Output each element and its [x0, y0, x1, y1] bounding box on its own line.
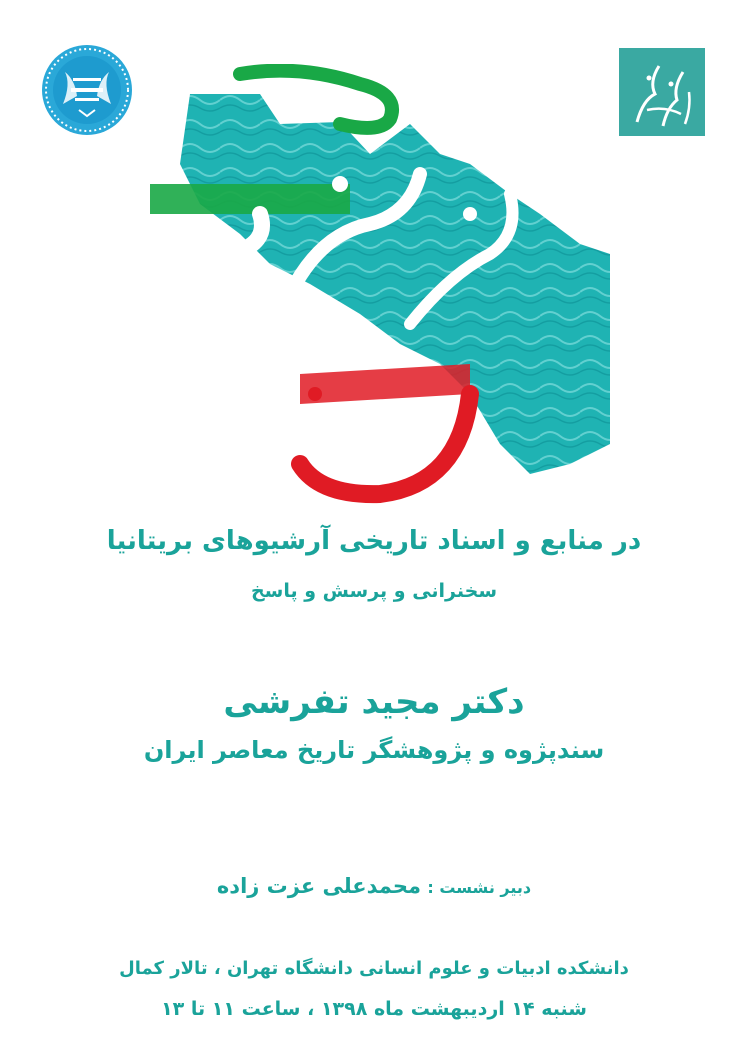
moderator-label: دبیر نشست :: [427, 878, 532, 897]
speaker-name: دکتر مجید تفرشی: [223, 682, 525, 722]
university-logo: [41, 44, 133, 136]
moderator-line: [0, 874, 748, 898]
hero-illustration: [140, 64, 620, 514]
event-venue: دانشکده ادبیات و علوم انسانی دانشگاه تهران ، تالار کمال: [119, 958, 629, 979]
event-subtitle: سخنرانی و پرسش و پاسخ: [250, 580, 498, 602]
speaker-affiliation: سندپژوه و پژوهشگر تاریخ معاصر ایران: [143, 736, 605, 764]
event-title: در منابع و اسناد تاریخی آرشیوهای بریتانیا: [106, 526, 642, 556]
persian-gulf-calligraphy-image: [140, 64, 620, 514]
society-logo: [619, 48, 705, 136]
university-seal-icon: [41, 44, 133, 136]
moderator-name: محمدعلی عزت زاده: [216, 874, 421, 898]
event-date: شنبه ۱۴ اردیبهشت ماه ۱۳۹۸ ، ساعت ۱۱ تا ۱۳: [161, 998, 587, 1020]
calligraphy-logo-icon: [619, 48, 705, 136]
